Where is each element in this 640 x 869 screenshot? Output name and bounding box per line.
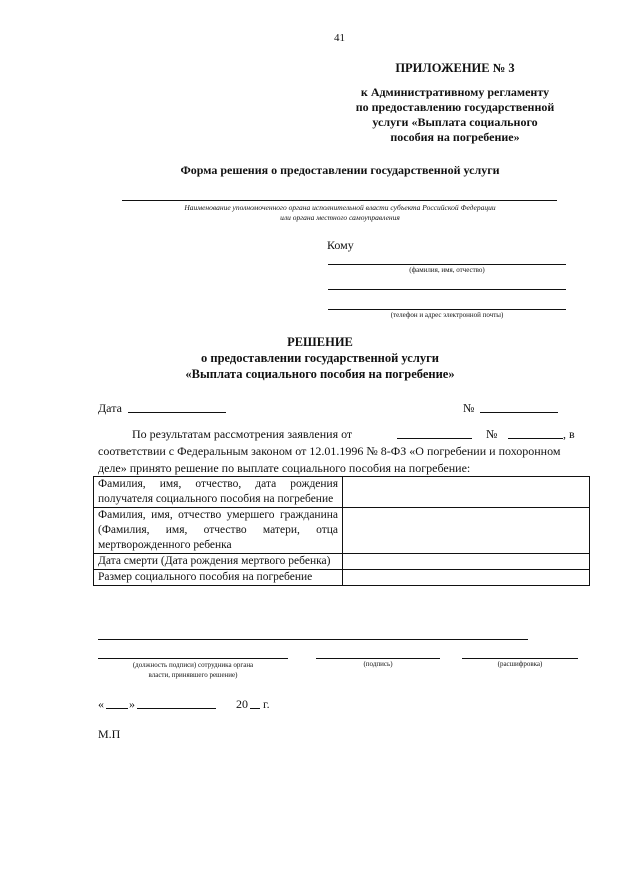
form-title: Форма решения о предоставлении государственной услуги: [180, 163, 500, 177]
page-number: 41: [334, 32, 345, 44]
body-comma: , в: [563, 427, 575, 441]
footer-date-open: «: [98, 697, 104, 711]
fio-caption: (фамилия, имя, отчество): [409, 266, 485, 274]
decoding-caption: (расшифровка): [497, 660, 543, 668]
authority-caption: [100, 203, 580, 223]
decision-line: «Выплата социального пособия на погребение»: [185, 367, 455, 381]
authority-line: [122, 200, 557, 201]
footer-year-prefix: 20: [236, 697, 248, 711]
table-row-label: Размер социального пособия на погребение: [94, 570, 343, 586]
footer-day-field[interactable]: [106, 708, 128, 709]
date-field[interactable]: [128, 412, 226, 413]
position-line[interactable]: [98, 658, 288, 659]
appendix-line: услуги «Выплата социального: [372, 115, 538, 129]
table-row-value[interactable]: [343, 570, 590, 586]
fio-line-2[interactable]: [328, 289, 566, 290]
application-date-field[interactable]: [397, 438, 472, 439]
table-row: [94, 570, 590, 586]
appendix-line: пособия на погребение»: [390, 130, 520, 144]
decision-line: о предоставлении государственной услуги: [201, 351, 439, 365]
body-line: деле» принято решение по выплате социального пособия на погребение:: [98, 461, 471, 475]
footer-year-suffix: г.: [260, 697, 270, 711]
contact-line[interactable]: [328, 309, 566, 310]
appendix-line: по предоставлению государственной: [355, 100, 555, 114]
table-row-label: Фамилия, имя, отчество умершего гражданина (Фамилия, имя, отчество матери, отца мертворожденного ребенка: [94, 508, 343, 554]
signature-caption: (подпись): [363, 660, 393, 668]
number-field[interactable]: [480, 412, 558, 413]
authority-caption-line: или органа местного самоуправления: [280, 213, 400, 222]
application-number-field[interactable]: [508, 438, 563, 439]
signature-line[interactable]: [316, 658, 440, 659]
position-caption: [98, 660, 288, 680]
table-row: [94, 508, 590, 554]
position-caption-line: (должность подписи) сотрудника органа: [132, 661, 254, 669]
footer-year-field[interactable]: [250, 708, 260, 709]
footer-date-close: »: [129, 697, 135, 711]
position-caption-line: власти, принявшего решение): [148, 671, 238, 679]
decision-heading: [150, 334, 490, 382]
fio-line[interactable]: [328, 264, 566, 265]
stamp-label: М.П: [98, 727, 121, 741]
contact-caption: (телефон и адрес электронной почты): [390, 311, 504, 319]
appendix-subtitle: [330, 85, 580, 145]
table-row-value[interactable]: [343, 554, 590, 570]
decision-title: РЕШЕНИЕ: [287, 335, 353, 349]
appendix-title: ПРИЛОЖЕНИЕ № 3: [395, 61, 515, 75]
decision-table: [93, 476, 590, 586]
table-row: [94, 554, 590, 570]
table-row-label: Дата смерти (Дата рождения мертвого ребенка): [94, 554, 343, 570]
body-line: соответствии с Федеральным законом от 12.01.1996 № 8-ФЗ «О погребении и похоронном: [98, 444, 561, 458]
table-row-value[interactable]: [343, 508, 590, 554]
body-intro: По результатам рассмотрения заявления от: [132, 427, 353, 441]
decoding-line[interactable]: [462, 658, 578, 659]
date-label: Дата: [98, 401, 122, 415]
table-row: [94, 477, 590, 508]
signature-top-line: [98, 639, 528, 640]
table-row-label: Фамилия, имя, отчество, дата рождения получателя социального пособия на погребение: [94, 477, 343, 508]
number-label: №: [463, 401, 475, 415]
to-label: Кому: [327, 238, 354, 252]
appendix-line: к Административному регламенту: [360, 85, 550, 99]
footer-month-field[interactable]: [137, 708, 216, 709]
body-no: №: [486, 427, 498, 441]
table-row-value[interactable]: [343, 477, 590, 508]
authority-caption-line: Наименование уполномоченного органа исполнительной власти субъекта Российской Федерации: [184, 203, 496, 212]
